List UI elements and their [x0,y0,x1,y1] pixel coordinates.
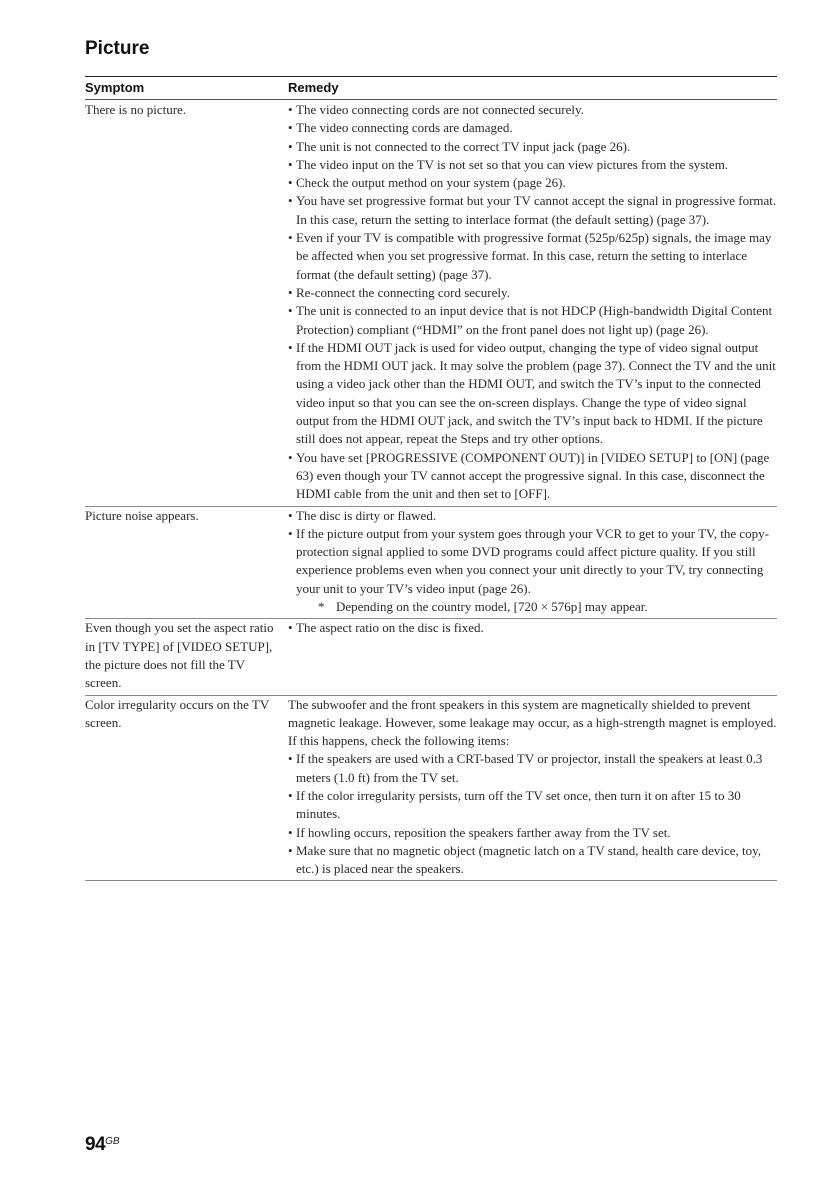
remedy-item [288,119,777,137]
remedy-item-text: You have set [PROGRESSIVE (COMPONENT OUT)] in [VIDEO SETUP] to [ON] (page 63) even though your TV cannot accept the progressive signal. In this case, disconnect the HDMI cable from the unit and then set to [OFF]. [296,449,770,502]
remedy-item [288,101,777,119]
bullet-icon: • [288,120,293,136]
bullet-icon: • [288,620,293,636]
remedy-item-text: The video connecting cords are damaged. [296,120,513,136]
page-number-value: 94 [85,1134,106,1155]
bullet-icon: • [288,175,293,191]
remedy-item [288,192,777,229]
remedy-item-text: If the color irregularity persists, turn off the TV set once, then turn it on after 15 to 30 minutes. [296,787,741,822]
remedy-item-text: If the picture output from your system goes through your VCR to get to your TV, the copy-protection signal applied to some DVD programs could affect picture quality. If you still experience problems even when you connect your unit directly to your TV, try connecting your unit to your TV’s video input (page 26). [296,525,769,596]
remedy-item-text: If the speakers are used with a CRT-based TV or projector, install the speakers at least 0.3 meters (1.0 ft) from the TV set. [296,751,763,785]
symptom-cell: There is no picture. [85,102,187,117]
remedy-item-text: The aspect ratio on the disc is fixed. [296,620,484,636]
remedy-item-text: If howling occurs, reposition the speakers farther away from the TV set. [296,824,671,840]
symptom-column-header: Symptom [85,80,145,95]
remedy-item [288,229,777,284]
remedy-item-text: The unit is not connected to the correct TV input jack (page 26). [296,138,631,154]
bullet-icon: • [288,230,293,246]
bullet-icon: • [288,156,293,172]
remedy-item-text: The video connecting cords are not connected securely. [296,102,584,117]
remedy-cell [288,696,777,879]
troubleshooting-table [85,101,777,881]
remedy-item [288,507,777,525]
table-row [85,619,777,695]
bullet-icon: • [288,138,293,154]
table-row [85,507,777,620]
remedy-item-text: Re-connect the connecting cord securely. [296,284,510,300]
section-title: Picture [85,38,150,59]
remedy-item [288,750,777,787]
bullet-icon: • [288,525,293,541]
remedy-intro: The subwoofer and the front speakers in this system are magnetically shielded to prevent magnetic leakage. However, some leakage may occur, as a high-strength magnet is employed. If this happens, check the following items: [288,696,777,749]
remedy-item [288,619,777,637]
remedy-item [288,156,777,174]
remedy-item [288,339,777,449]
remedy-item [288,824,777,842]
bullet-icon: • [288,842,293,858]
remedy-item [288,302,777,339]
bullet-icon: • [288,303,293,319]
table-row [85,101,777,507]
remedy-cell [288,619,777,692]
remedy-item-text: The unit is connected to an input device that is not HDCP (High-bandwidth Digital Content Protection) compliant (“HDMI” on the front panel does not light up) (page 26). [296,303,773,337]
page-number [85,1134,120,1156]
remedy-item [288,284,777,302]
remedy-item [288,174,777,192]
bullet-icon: • [288,284,293,300]
bullet-icon: • [288,824,293,840]
header-rule [85,99,777,100]
table-row [85,696,777,882]
bullet-icon: • [288,751,293,767]
bullet-icon: • [288,507,293,523]
remedy-item [288,449,777,504]
symptom-cell: Picture noise appears. [85,507,199,523]
footnote-text: Depending on the country model, [720 × 576p] may appear. [336,599,648,615]
remedy-footnote [288,598,777,616]
remedy-item-text: Check the output method on your system (page 26). [296,175,566,191]
remedy-column-header: Remedy [288,80,339,95]
bullet-icon: • [288,102,293,117]
page-number-suffix: GB [105,1136,120,1147]
remedy-item-text: If the HDMI OUT jack is used for video output, changing the type of video signal output from the HDMI OUT jack. It may solve the problem (page 37). Connect the TV and the unit using a video jack other than the HDMI OUT, and switch the TV’s input to the connected video input so that you can see the on-screen displays. Change the type of video signal output from the HDMI OUT jack, and switch the TV’s input back to HDMI. If the picture still does not appear, repeat the Steps and try other options. [296,339,776,447]
remedy-item [288,138,777,156]
bullet-icon: • [288,787,293,803]
remedy-item [288,787,777,824]
remedy-item-text: The video input on the TV is not set so that you can view pictures from the system. [296,156,729,172]
bullet-icon: • [288,339,293,355]
top-rule [85,76,777,77]
remedy-cell [288,507,777,617]
remedy-item-text: The disc is dirty or flawed. [296,507,437,523]
symptom-cell: Even though you set the aspect ratio in [TV TYPE] of [VIDEO SETUP], the picture does not fill the TV screen. [85,620,274,691]
footnote-mark: * [318,599,325,615]
remedy-item-text: You have set progressive format but your TV cannot accept the signal in progressive format. In this case, return the setting to interlace format (the default setting) (page 37). [296,193,777,227]
remedy-item-text: Make sure that no magnetic object (magnetic latch on a TV stand, health care device, toy, etc.) is placed near the speakers. [296,842,762,877]
remedy-item [288,525,777,598]
remedy-cell [288,101,777,504]
bullet-icon: • [288,193,293,209]
remedy-item [288,842,777,879]
bullet-icon: • [288,449,293,465]
symptom-cell: Color irregularity occurs on the TV screen. [85,696,270,730]
remedy-item-text: Even if your TV is compatible with progressive format (525p/625p) signals, the image may be affected when you set progressive format. In this case, return the setting to interlace format (the default setting) (page 37). [296,230,772,282]
